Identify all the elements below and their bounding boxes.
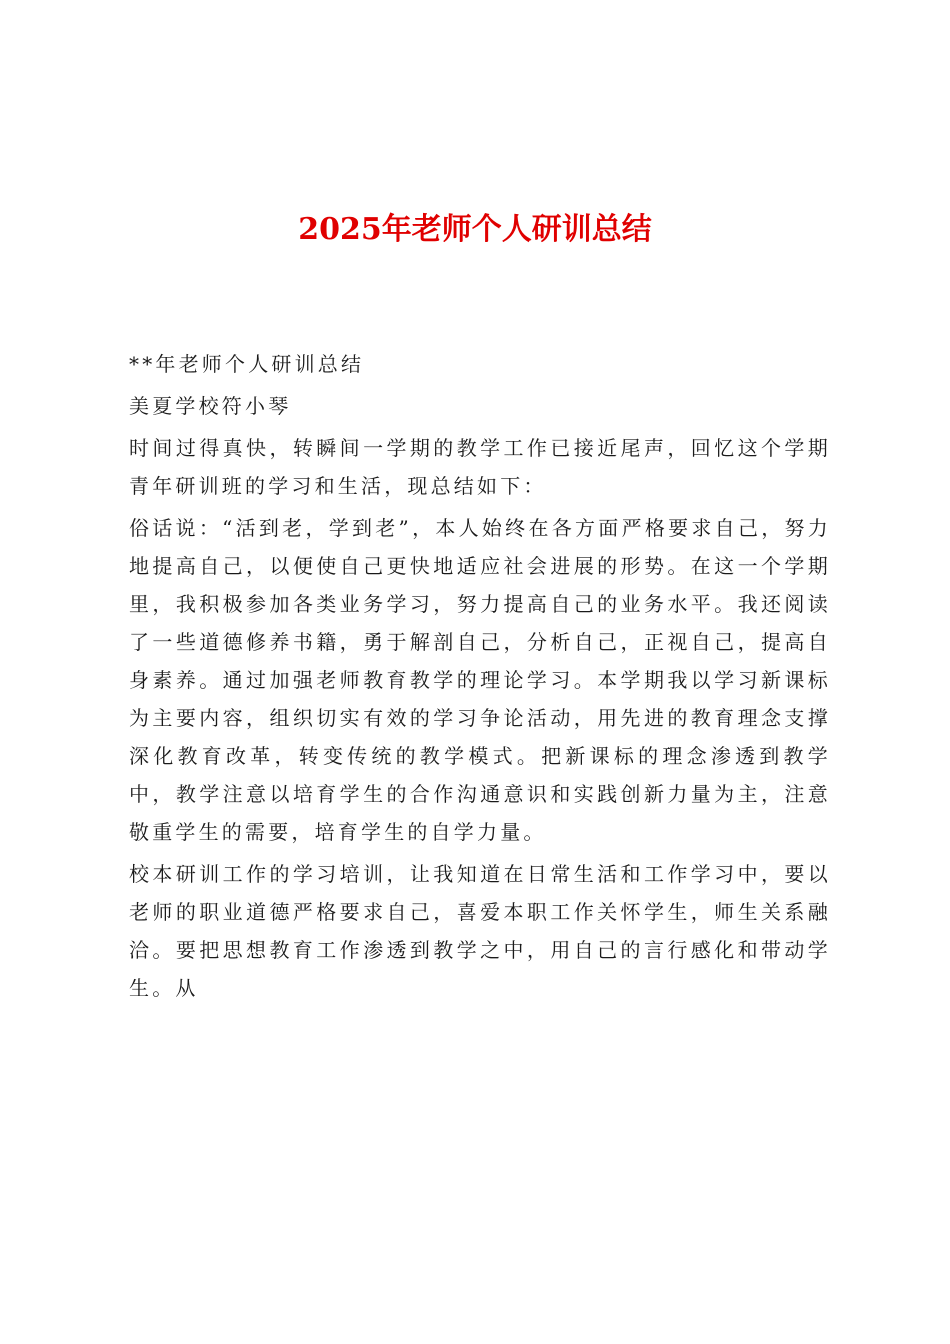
body-paragraph: 时间过得真快，转瞬间一学期的教学工作已接近尾声，回忆这个学期青年研训班的学习和生活，现总结如下： bbox=[129, 436, 831, 498]
body-paragraph: 校本研训工作的学习培训，让我知道在日常生活和工作学习中，要以老师的职业道德严格要求自己，喜爱本职工作关怀学生，师生关系融洽。要把思想教育工作渗透到教学之中，用自己的言行感化和带动学生。从 bbox=[129, 862, 831, 1000]
author-line: 美夏学校符小琴 bbox=[129, 394, 292, 418]
body-paragraph: 俗话说：“活到老，学到老”，本人始终在各方面严格要求自己，努力地提高自己，以便使自己更快地适应社会进展的形势。在这一个学期里，我积极参加各类业务学习，努力提高自己的业务水平。我还阅读了一些道德修养书籍，勇于解剖自己，分析自己，正视自己，提高自身素养。通过加强老师教育教学的理论学习。本学期我以学习新课标为主要内容，组织切实有效的学习争论活动，用先进的教育理念支撑深化教育改革，转变传统的教学模式。把新课标的理念渗透到教学中，教学注意以培育学生的合作沟通意识和实践创新力量为主，注意敬重学生的需要，培育学生的自学力量。 bbox=[129, 516, 831, 844]
document-body bbox=[129, 345, 831, 1011]
heading-line: **年老师个人研训总结 bbox=[129, 352, 365, 376]
document-title: 2025年老师个人研训总结 bbox=[298, 212, 652, 247]
